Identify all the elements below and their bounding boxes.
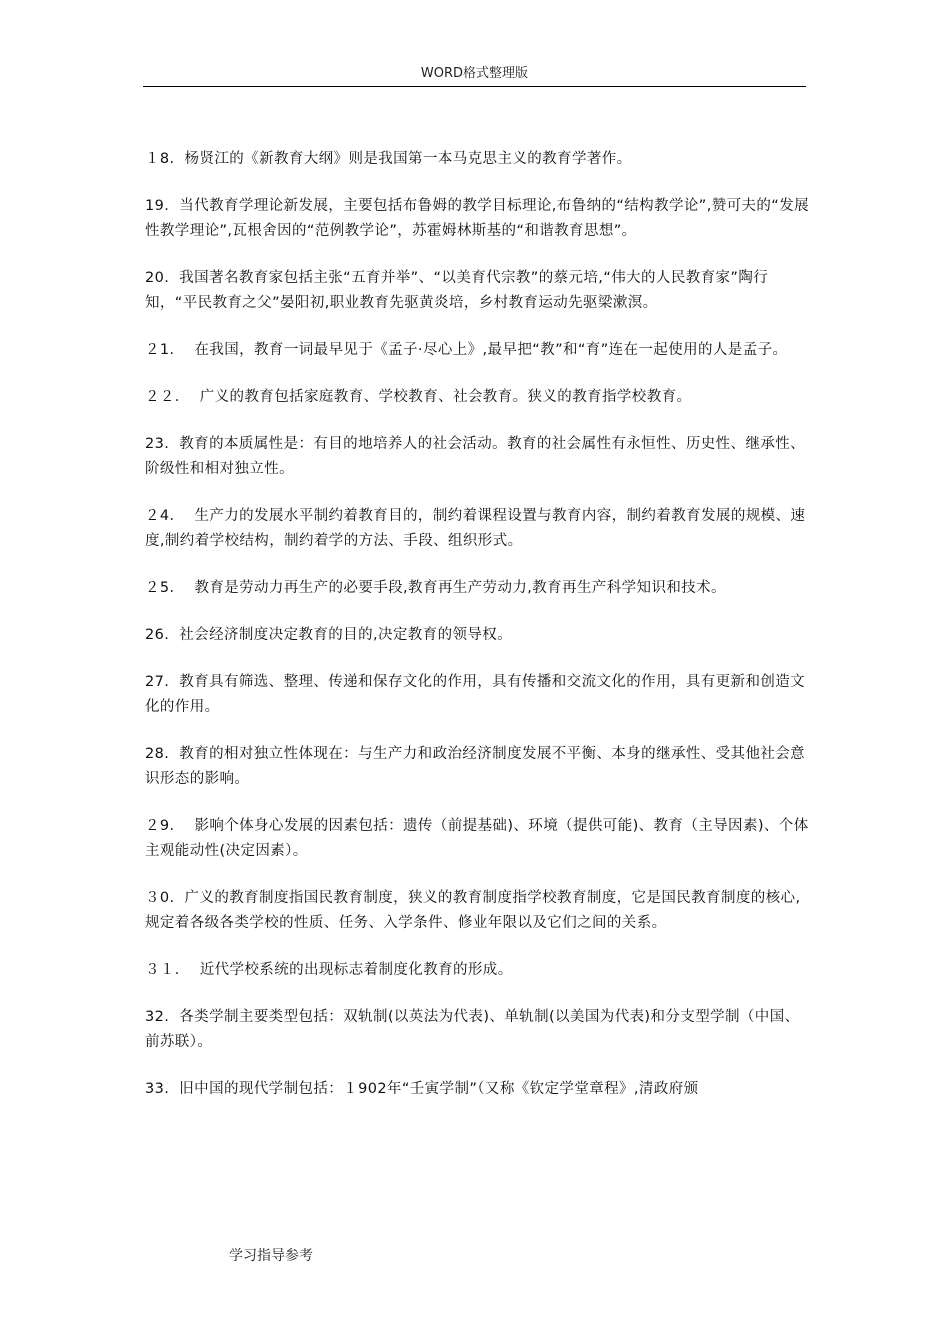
paragraph-25 — [145, 576, 813, 601]
paragraph-number: 23. — [145, 436, 170, 452]
paragraph-number: ２4． — [145, 508, 185, 524]
paragraph-30 — [145, 886, 813, 936]
paragraph-23 — [145, 432, 813, 482]
paragraph-text: 教育的相对独立性体现在：与生产力和政治经济制度发展不平衡、本身的继承性、受其他社会意识形态的影响。 — [145, 746, 806, 787]
footer-text: 学习指导参考 — [229, 1248, 313, 1264]
paragraph-text: 教育是劳动力再生产的必要手段,教育再生产劳动力,教育再生产科学知识和技术。 — [194, 580, 726, 596]
paragraph-text: 教育具有筛选、整理、传递和保存文化的作用，具有传播和交流文化的作用，具有更新和创造文化的作用。 — [145, 674, 806, 715]
paragraph-27 — [145, 670, 813, 720]
paragraph-number: 33. — [145, 1081, 170, 1097]
paragraph-number: ２1． — [145, 342, 185, 358]
paragraph-33 — [145, 1077, 813, 1102]
paragraph-number: 26. — [145, 627, 170, 643]
paragraph-22 — [145, 385, 813, 410]
paragraph-31 — [145, 958, 813, 983]
paragraph-text: 社会经济制度决定教育的目的,决定教育的领导权。 — [179, 627, 513, 643]
paragraph-number: 20. — [145, 270, 170, 286]
paragraph-28 — [145, 742, 813, 792]
paragraph-text: 当代教育学理论新发展，主要包括布鲁姆的教学目标理论,布鲁纳的“结构教学论”,赞可夫的“发展性教学理论”,瓦根舍因的“范例教学论”，苏霍姆林斯基的“和谐教育思想”。 — [145, 198, 810, 239]
paragraph-text: 生产力的发展水平制约着教育目的，制约着课程设置与教育内容，制约着教育发展的规模、速度,制约着学校结构，制约着学的方法、手段、组织形式。 — [145, 508, 806, 549]
paragraph-24 — [145, 504, 813, 554]
paragraph-20 — [145, 266, 813, 316]
paragraph-number: ２9． — [145, 818, 185, 834]
paragraph-number: ２5． — [145, 580, 185, 596]
paragraph-text: 影响个体身心发展的因素包括：遗传（前提基础)、环境（提供可能)、教育（主导因素)、个体主观能动性(决定因素）。 — [145, 818, 809, 859]
paragraph-number: １8. — [145, 151, 175, 167]
paragraph-number: ３0. — [145, 890, 175, 906]
paragraph-26 — [145, 623, 813, 648]
paragraph-32 — [145, 1005, 813, 1055]
paragraph-text: 广义的教育制度指国民教育制度，狭义的教育制度指学校教育制度，它是国民教育制度的核心,规定着各级各类学校的性质、任务、入学条件、修业年限以及它们之间的关系。 — [145, 890, 801, 931]
paragraph-text: 旧中国的现代学制包括：１902年“壬寅学制”（又称《钦定学堂章程》,清政府颁 — [179, 1081, 699, 1097]
paragraph-21 — [145, 338, 813, 363]
paragraph-text: 在我国，教育一词最早见于《孟子·尽心上》,最早把“教”和“育”连在一起使用的人是孟子。 — [194, 342, 788, 358]
paragraph-text: 杨贤江的《新教育大纲》则是我国第一本马克思主义的教育学著作。 — [184, 151, 632, 167]
paragraph-number: 28. — [145, 746, 170, 762]
page-header — [143, 64, 806, 87]
document-body — [145, 147, 813, 1124]
header-title: WORD格式整理版 — [420, 66, 529, 81]
paragraph-text: 近代学校系统的出现标志着制度化教育的形成。 — [199, 962, 513, 978]
paragraph-text: 各类学制主要类型包括：双轨制(以英法为代表)、单轨制(以美国为代表)和分支型学制（中国、前苏联）。 — [145, 1009, 800, 1050]
paragraph-text: 广义的教育包括家庭教育、学校教育、社会教育。狭义的教育指学校教育。 — [199, 389, 692, 405]
paragraph-number: 19. — [145, 198, 170, 214]
paragraph-18 — [145, 147, 813, 172]
paragraph-text: 我国著名教育家包括主张“五育并举”、“以美育代宗教”的蔡元培,“伟大的人民教育家”陶行知，“平民教育之父”晏阳初,职业教育先驱黄炎培，乡村教育运动先驱梁漱溟。 — [145, 270, 769, 311]
paragraph-number: 32. — [145, 1009, 170, 1025]
paragraph-number: 27. — [145, 674, 170, 690]
paragraph-19 — [145, 194, 813, 244]
paragraph-number: ３１． — [145, 962, 190, 978]
paragraph-29 — [145, 814, 813, 864]
page-footer — [229, 1246, 313, 1266]
paragraph-number: ２２． — [145, 389, 190, 405]
paragraph-text: 教育的本质属性是：有目的地培养人的社会活动。教育的社会属性有永恒性、历史性、继承性、阶级性和相对独立性。 — [145, 436, 806, 477]
